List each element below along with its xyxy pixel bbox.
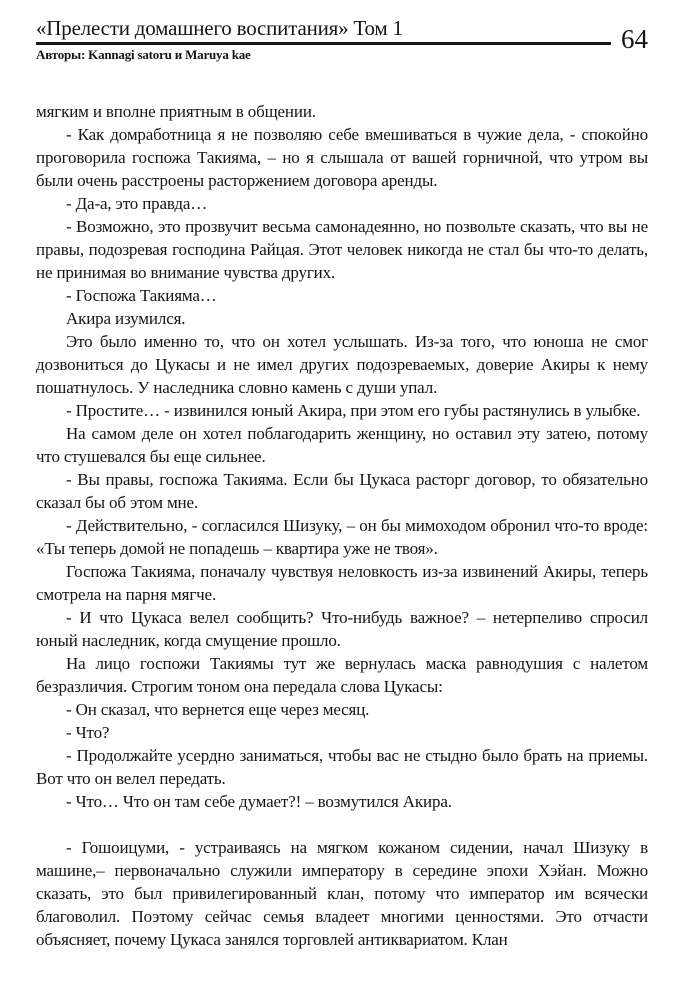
authors-line: Авторы: Kannagi satoru и Maruya kae bbox=[36, 47, 251, 62]
book-title: «Прелести домашнего воспитания» Том 1 bbox=[36, 16, 403, 40]
page-header bbox=[36, 16, 648, 63]
body-paragraph: Это было именно то, что он хотел услышать. Из-за того, что юноша не смог дозвониться до Цукасы и не имел других подозреваемых, доверие Акиры к нему пошатнулось. У наследника словно камень с души упал. bbox=[36, 332, 648, 397]
body-paragraph: - Госпожа Такияма… bbox=[66, 286, 217, 305]
body-text bbox=[36, 100, 648, 951]
body-paragraph: - Возможно, это прозвучит весьма самонадеянно, но позвольте сказать, что вы не правы, подозревая господина Райцая. Этот человек никогда не стал бы что-то делать, не принимая во внимание чувства других. bbox=[36, 217, 648, 282]
body-paragraph: Акира изумился. bbox=[66, 309, 186, 328]
body-paragraph: - Продолжайте усердно заниматься, чтобы вас не стыдно было брать на приемы. Вот что он велел передать. bbox=[36, 746, 648, 788]
body-paragraph: - Вы правы, госпожа Такияма. Если бы Цукаса расторг договор, то обязательно сказал бы об этом мне. bbox=[36, 470, 648, 512]
body-paragraph: Госпожа Такияма, поначалу чувствуя неловкость из-за извинений Акиры, теперь смотрела на парня мягче. bbox=[36, 562, 648, 604]
body-paragraph: мягким и вполне приятным в общении. bbox=[36, 102, 316, 121]
body-paragraph: - И что Цукаса велел сообщить? Что-нибудь важное? – нетерпеливо спросил юный наследник, когда смущение прошло. bbox=[36, 608, 648, 650]
body-paragraph: - Как домработница я не позволяю себе вмешиваться в чужие дела, - спокойно проговорила госпожа Такияма, – но я слышала от вашей горничной, что утром вы были очень расстроены расторжением договора аренды. bbox=[36, 125, 648, 190]
body-paragraph: - Он сказал, что вернется еще через месяц. bbox=[66, 700, 370, 719]
page-number: 64 bbox=[621, 24, 648, 55]
title-underline bbox=[36, 16, 611, 45]
body-paragraph: На самом деле он хотел поблагодарить женщину, но оставил эту затею, потому что стушевался бы еще сильнее. bbox=[36, 424, 648, 466]
body-paragraph: - Гошоицуми, - устраиваясь на мягком кожаном сидении, начал Шизуку в машине,– первоначально служили императору в середине эпохи Хэйан. Можно сказать, это был привилегированный клан, потому что император им всячески благоволил. Поэтому сейчас семья владеет многими ценностями. Это отчасти объясняет, почему Цукаса занялся торговлей антиквариатом. Клан bbox=[36, 838, 648, 949]
body-paragraph: - Что? bbox=[66, 723, 110, 742]
body-paragraph: - Действительно, - согласился Шизуку, – он бы мимоходом обронил что-то вроде: «Ты теперь домой не попадешь – квартира уже не твоя». bbox=[36, 516, 648, 558]
body-paragraph: - Да-а, это правда… bbox=[66, 194, 208, 213]
body-paragraph: - Простите… - извинился юный Акира, при этом его губы растянулись в улыбке. bbox=[66, 401, 641, 420]
body-paragraph: - Что… Что он там себе думает?! – возмутился Акира. bbox=[66, 792, 452, 811]
body-paragraph: На лицо госпожи Такиямы тут же вернулась маска равнодушия с налетом безразличия. Строгим тоном она передала слова Цукасы: bbox=[36, 654, 648, 696]
